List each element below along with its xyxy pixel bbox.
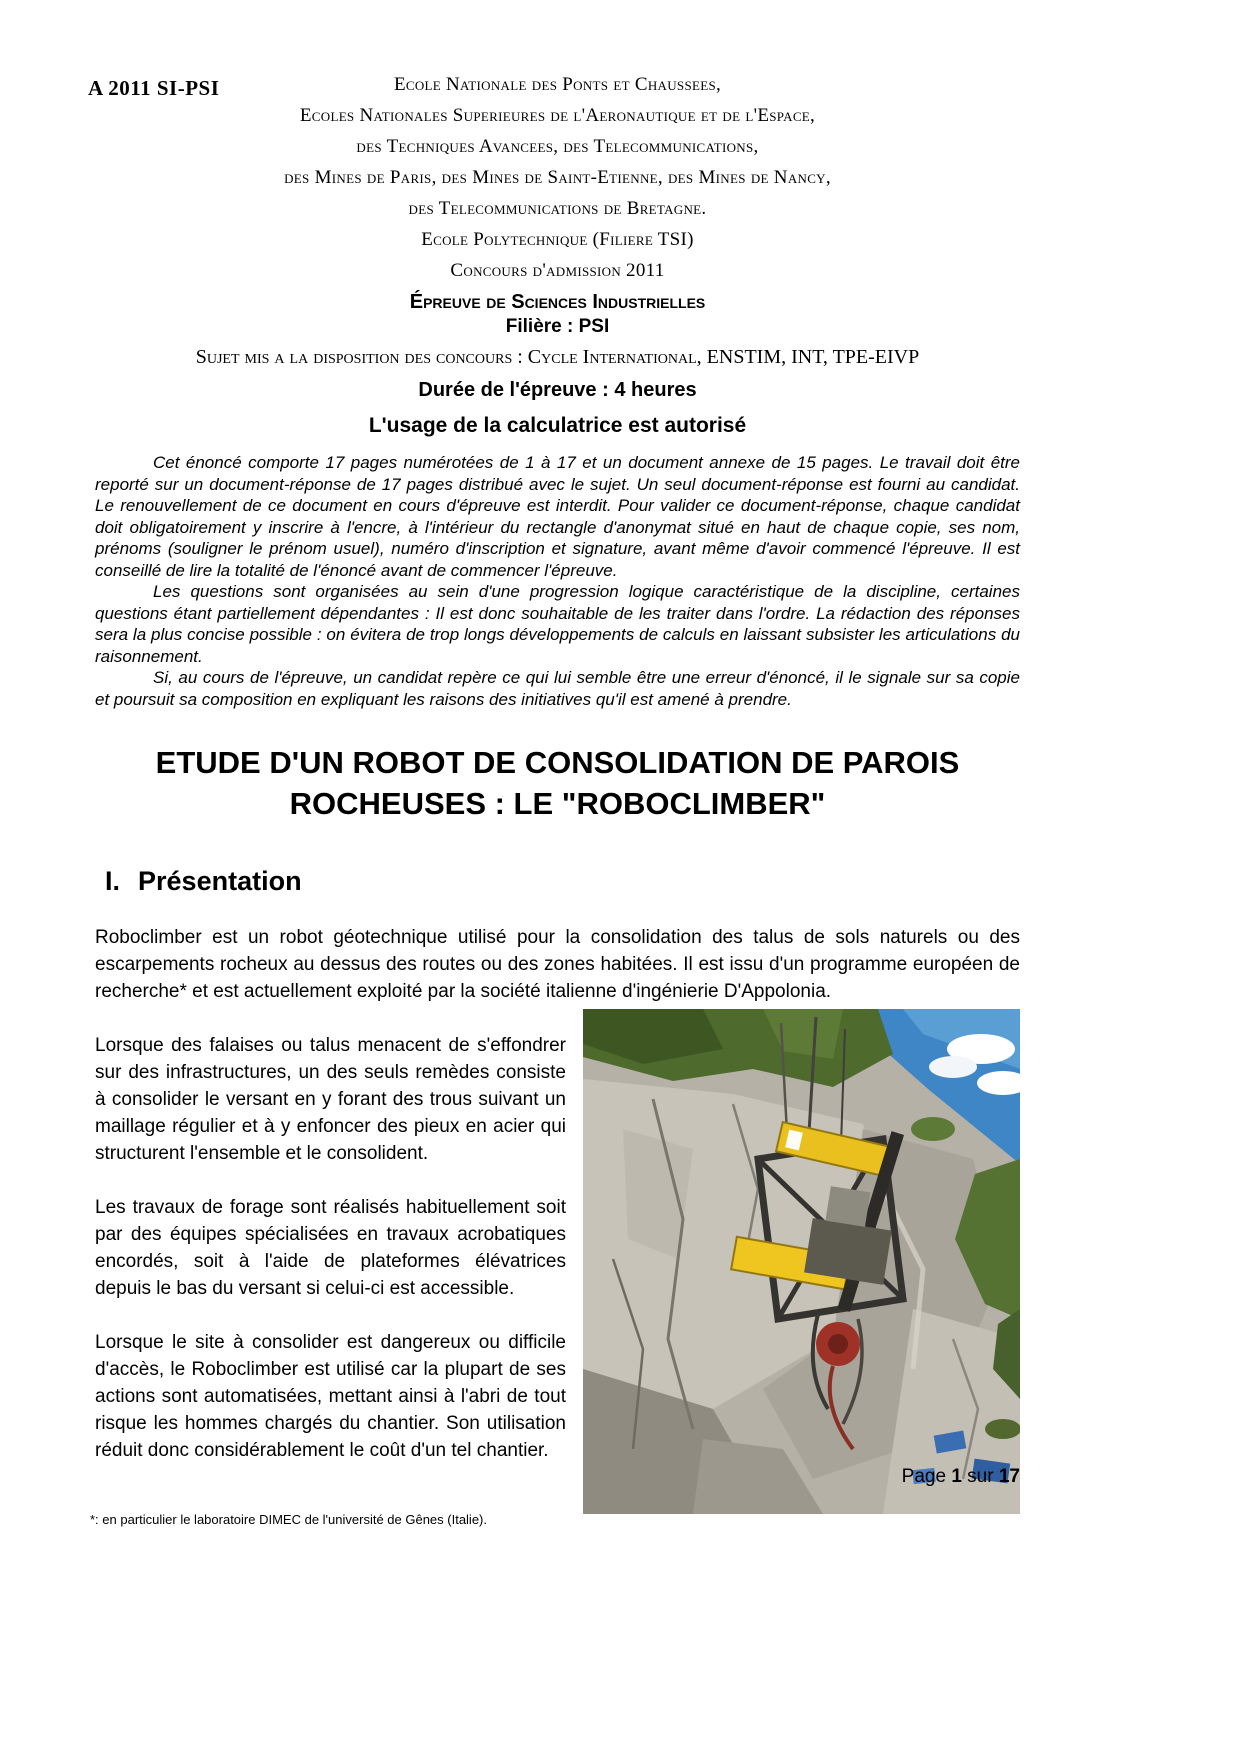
notice-paragraph: Si, au cours de l'épreuve, un candidat repère ce qui lui semble être une erreur d'énoncé, il le signale sur sa copie et poursuit sa composition en expliquant les raisons des initiatives qu'il est amené à prendre. [95,668,1020,709]
school-line: des Telecommunications de Bretagne. [408,198,707,219]
section-body [95,924,1020,1520]
document-header [95,74,1020,438]
exam-code: A 2011 SI-PSI [88,76,220,100]
duree-line: Durée de l'épreuve : 4 heures [418,379,697,401]
filiere-line: Filière : PSI [505,316,610,337]
notice-paragraph: Les questions sont organisées au sein d'une progression logique caractéristique de la discipline, certaines questions étant partiellement dépendantes : Il est donc souhaitable de les traiter dans l'ordre. La rédaction des réponses sera la plus concise possible : on évitera de trop longs développements de calculs en laissant subsister les articulations du raisonnement. [95,582,1020,666]
footnote: *: en particulier le laboratoire DIMEC de l'université de Gênes (Italie). [90,1512,487,1527]
page-total: 17 [998,1466,1020,1487]
sujet-line: Sujet mis a la disposition des concours : Cycle International, ENSTIM, INT, TPE-EIVP [195,346,920,368]
section-heading-presentation [105,866,1020,897]
notice-paragraph: Cet énoncé comporte 17 pages numérotées de 1 à 17 et un document annexe de 15 pages. Le travail doit être reporté sur un document-réponse de 17 pages distribué avec le sujet. Un seul document-réponse est fourni au candidat. Le renouvellement de ce document en cours d'épreuve est interdit. Pour valider ce document-réponse, chaque candidat doit obligatoirement y inscrire à l'encre, à l'intérieur du rectangle d'anonymat situé en haut de chaque copie, ses nom, prénoms (souligner le prénom usuel), numéro d'inscription et signature, avant même d'avoir commencé l'épreuve. Il est conseillé de lire la totalité de l'énoncé avant de commencer l'épreuve. [95,453,1020,580]
concours-line: Concours d'admission 2011 [450,260,665,281]
intro-paragraph: Roboclimber est un robot géotechnique utilisé pour la consolidation des talus de sols naturels ou des escarpements rocheux au dessus des routes ou des zones habitées. Il est issu d'un programme européen de recherche* et est actuellement exploité par la société italienne d'ingénierie D'Appolonia. [95,927,1020,1002]
document-title-line1: ETUDE D'UN ROBOT DE CONSOLIDATION DE PAROIS [155,745,960,780]
school-line: des Mines de Paris, des Mines de Saint-Etienne, des Mines de Nancy, [284,167,831,188]
calculatrice-line: L'usage de la calculatrice est autorisé [368,414,747,437]
page-separator: sur [967,1466,994,1487]
document-title [95,742,1020,824]
page-current: 1 [951,1466,962,1487]
roboclimber-photo [583,1009,1020,1514]
page-number [902,1466,1020,1488]
school-line: des Techniques Avancees, des Telecommunications, [356,136,759,157]
epreuve-title: Épreuve de Sciences Industrielles [409,291,706,313]
section-number: I. [105,866,121,896]
body-paragraph: Les travaux de forage sont réalisés habituellement soit par des équipes spécialisées en travaux acrobatiques encordés, soit à l'aide de plateformes élévatrices depuis le bas du versant si celui-ci est accessible. [95,1197,566,1299]
section-title: Présentation [138,866,302,896]
exam-notice [95,452,1020,710]
school-line: Ecole Polytechnique (Filiere TSI) [421,229,694,250]
school-line: Ecole Nationale des Ponts et Chaussees, [393,74,722,95]
document-title-line2: ROCHEUSES : LE "ROBOCLIMBER" [289,786,826,821]
body-paragraph: Lorsque des falaises ou talus menacent de s'effondrer sur des infrastructures, un des seuls remèdes consiste à consolider le versant en y forant des trous suivant un maillage régulier et à y enfoncer des pieux en acier qui structurent l'ensemble et le consolident. [95,1035,566,1164]
page-label: Page [901,1466,947,1487]
body-paragraph: Lorsque le site à consolider est dangereux ou difficile d'accès, le Roboclimber est utilisé car la plupart de ses actions sont automatisées, mettant ainsi à l'abri de tout risque les hommes chargés du chantier. Son utilisation réduit donc considérablement le coût d'un tel chantier. [95,1332,566,1461]
school-line: Ecoles Nationales Superieures de l'Aeronautique et de l'Espace, [299,105,816,126]
